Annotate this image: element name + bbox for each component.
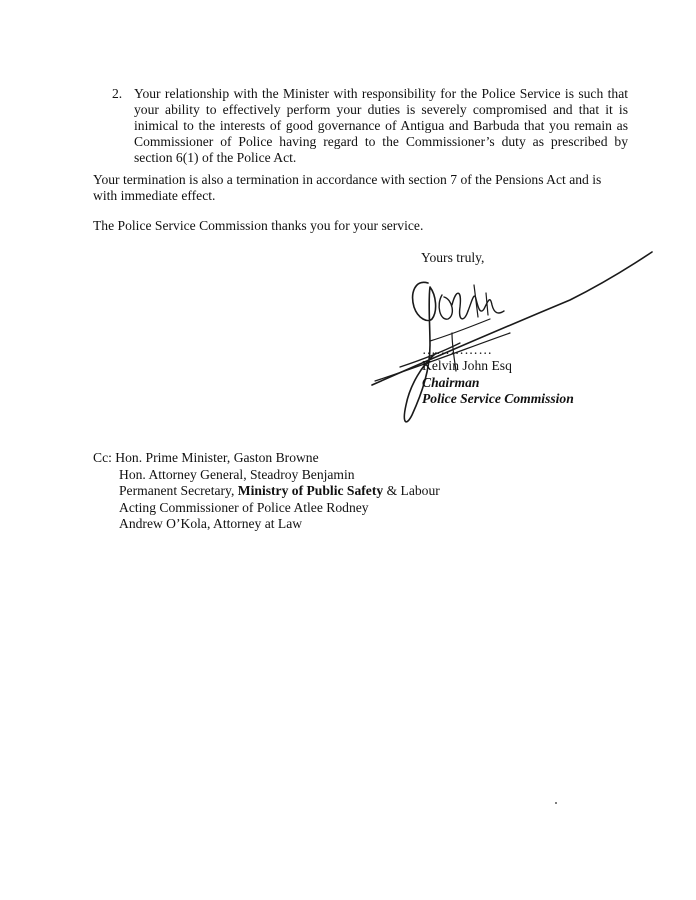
cc-row	[93, 467, 440, 484]
cc-ps-prefix: Permanent Secretary,	[119, 483, 235, 498]
signer-block	[422, 358, 574, 408]
cc-recipient: Andrew O’Kola, Attorney at Law	[119, 516, 303, 531]
signer-organization: Police Service Commission	[422, 391, 574, 406]
cc-recipient: Hon. Prime Minister, Gaston Browne	[115, 450, 319, 465]
cc-row	[93, 500, 440, 517]
item-text: Your relationship with the Minister with responsibility for the Police Service is such that your ability to effectively perform your duties is severely compromised and that it is inimical to the interests of good governance of Antigua and Barbuda that you remain as Commissioner of Police having regard to the Commissioner’s duty as prescribed by section 6(1) of the Police Act.	[134, 86, 628, 165]
scan-speck	[555, 802, 557, 804]
cc-ps-ministry: Ministry of Public Safety	[237, 483, 384, 498]
cc-recipient: Hon. Attorney General, Steadroy Benjamin	[119, 466, 355, 482]
signature-dots: ……………	[422, 342, 493, 357]
cc-ps-suffix: & Labour	[386, 483, 440, 498]
cc-row	[93, 450, 440, 467]
cc-recipient: Acting Commissioner of Police Atlee Rodney	[119, 499, 369, 515]
signer-role: Chairman	[422, 374, 480, 390]
cc-list	[93, 450, 440, 533]
cc-row	[93, 483, 440, 500]
cc-label: Cc:	[93, 450, 112, 465]
closing-salutation: Yours truly,	[421, 250, 485, 265]
signer-name: Kelvin John Esq	[422, 358, 512, 373]
item-number: 2.	[112, 86, 123, 101]
termination-paragraph: Your termination is also a termination in accordance with section 7 of the Pensions Act and is with immediate effect.	[93, 172, 602, 203]
numbered-item	[112, 86, 628, 166]
thanks-paragraph: The Police Service Commission thanks you for your service.	[93, 218, 424, 233]
cc-row	[93, 516, 440, 533]
